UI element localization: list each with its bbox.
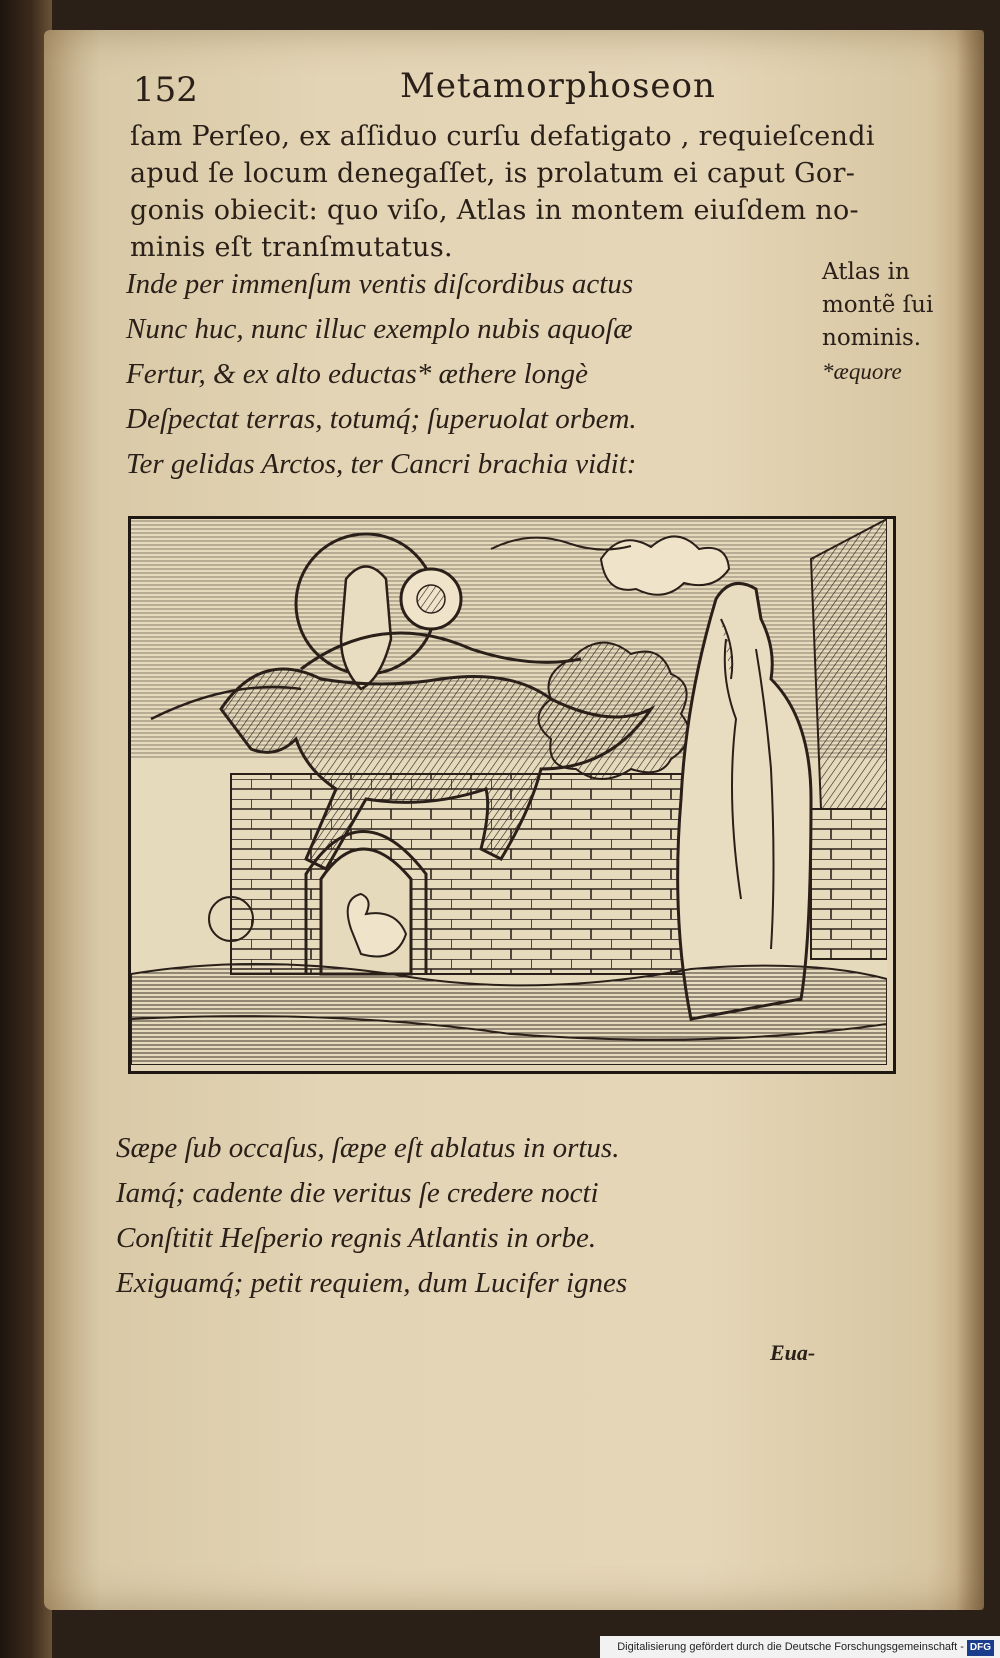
margin-note-line: Atlas in [822,259,910,285]
woodcut-illustration [128,516,896,1074]
prose-line: ſam Perſeo, ex aſſiduo curſu defatigato , requieſcendi [130,121,875,152]
digitization-credit-bar [600,1636,1000,1658]
verse-line: Nunc huc, nunc illuc exemplo nubis aquoſæ [126,313,633,345]
prose-paragraph [130,118,875,266]
verse-block-bottom [116,1126,627,1306]
dfg-logo: DFG [967,1640,994,1656]
margin-note-line: nominis. [822,325,922,351]
page-edge-shadow [956,30,984,1610]
verse-line: Exiguamq́; petit requiem, dum Lucifer ignes [116,1267,628,1299]
prose-line: gonis obiecit: quo viſo, Atlas in montem eiuſdem no- [130,195,859,226]
margin-note-variant: *æquore [822,359,902,384]
verse-line: Deſpectat terras, totumq́; ſuperuolat orbem. [126,403,637,435]
margin-note [822,256,933,388]
running-head: Metamorphoseon [400,66,716,106]
verse-line: Inde per immenſum ventis diſcordibus actus [126,268,634,300]
prose-line: minis eſt tranſmutatus. [130,232,453,263]
verse-line: Ter gelidas Arctos, ter Cancri brachia vidit: [126,448,637,480]
prose-line: apud ſe locum denegaſſet, is prolatum ei caput Gor- [130,158,856,189]
margin-note-line: montẽ ſui [822,292,934,318]
woodcut-perseus-atlas-illustration-icon [131,519,887,1065]
verse-block-top [126,262,637,487]
digitization-credit-text: Digitalisierung gefördert durch die Deutsche Forschungsgemeinschaft - [617,1641,964,1653]
verse-line: Sæpe ſub occaſus, ſæpe eſt ablatus in ortus. [116,1132,620,1164]
catchword: Eua- [770,1340,816,1365]
verse-line: Fertur, & ex alto eductas* æthere longè [126,358,589,390]
page-number: 152 [133,70,198,110]
verse-line: Conſtitit Heſperio regnis Atlantis in orbe. [116,1222,597,1254]
verse-line: Iamq́; cadente die veritus ſe credere nocti [116,1177,599,1209]
